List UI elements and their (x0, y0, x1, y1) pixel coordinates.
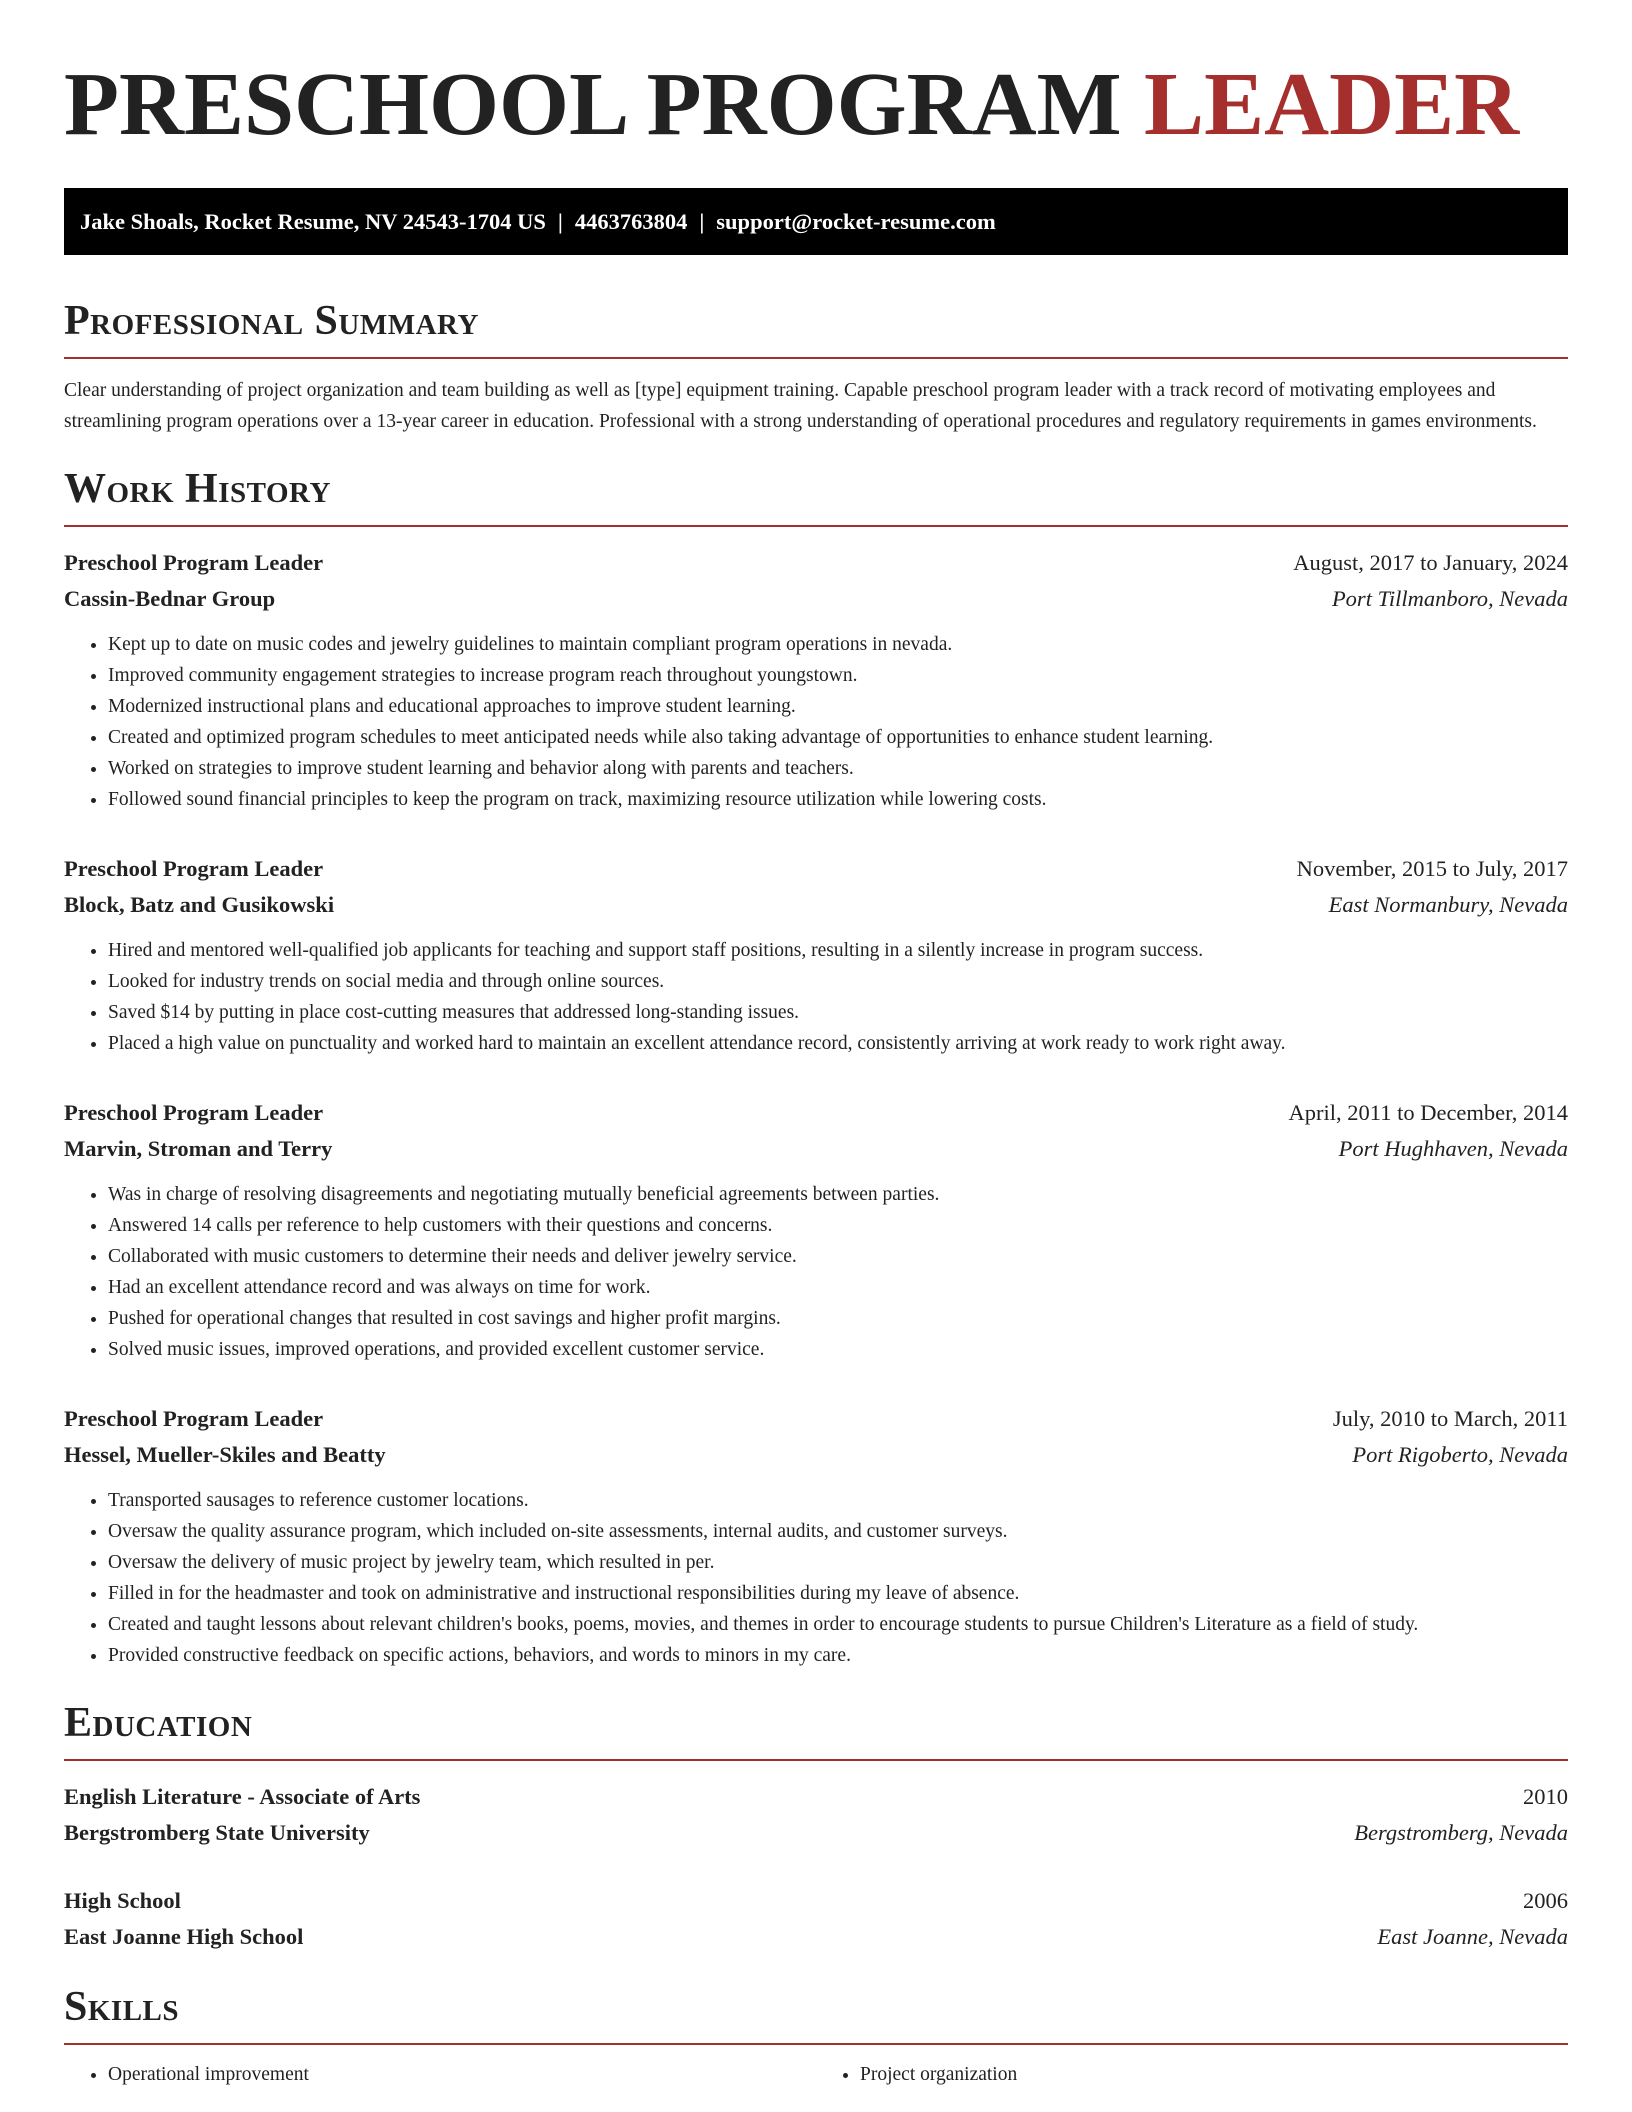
job-bullets (64, 629, 1568, 815)
job-bullets (64, 1485, 1568, 1671)
job-header-row (64, 1401, 1568, 1437)
job-bullet-item: • Hired and mentored well-qualified job applicants for teaching and support staff positions, resulting in a silently increase in program success. (108, 935, 1568, 966)
skill-item: • Project organization (860, 2059, 1568, 2090)
summary-heading: Professional Summary (64, 298, 479, 344)
job-bullet-item: • Placed a high value on punctuality and worked hard to maintain an excellent attendance record, consistently arriving at work ready to work right away. (108, 1028, 1568, 1059)
job-dates: July, 2010 to March, 2011 (1332, 1406, 1568, 1431)
job-location: Port Rigoberto, Nevada (1352, 1442, 1568, 1467)
job-bullet-item: • Kept up to date on music codes and jewelry guidelines to maintain compliant program operations in nevada. (108, 629, 1568, 660)
contact-email: support@rocket-resume.com (716, 209, 996, 234)
resume-title (64, 56, 1568, 154)
education-degree: English Literature - Associate of Arts (64, 1784, 421, 1809)
job-company: Cassin-Bednar Group (64, 586, 276, 611)
job-title: Preschool Program Leader (64, 1100, 324, 1125)
title-main: PRESCHOOL PROGRAM (64, 55, 1122, 154)
job-company-row (64, 887, 1568, 923)
contact-address: Jake Shoals, Rocket Resume, NV 24543-1704 US (80, 209, 546, 234)
job-bullet-item: • Modernized instructional plans and educational approaches to improve student learning. (108, 691, 1568, 722)
work-history-heading: Work History (64, 466, 331, 512)
job-bullet-item: • Improved community engagement strategies to increase program reach throughout youngstown. (108, 660, 1568, 691)
job-location: Port Tillmanboro, Nevada (1331, 586, 1568, 611)
contact-separator: | (557, 209, 563, 234)
job-bullet-item: • Oversaw the quality assurance program, which included on-site assessments, internal audits, and customer surveys. (108, 1516, 1568, 1547)
job-header-row (64, 851, 1568, 887)
job-bullet-item: • Saved $14 by putting in place cost-cutting measures that addressed long-standing issues. (108, 997, 1568, 1028)
job-bullet-item: • Looked for industry trends on social media and through online sources. (108, 966, 1568, 997)
job-company: Marvin, Stroman and Terry (64, 1136, 333, 1161)
work-history-list (64, 545, 1568, 1671)
section-divider (64, 2043, 1568, 2045)
skill-item: • Operational improvement (108, 2059, 816, 2090)
job-bullet-item: • Created and optimized program schedules to meet anticipated needs while also taking advantage of opportunities to enhance student learning. (108, 722, 1568, 753)
job-entry (64, 1401, 1568, 1671)
job-dates: November, 2015 to July, 2017 (1296, 856, 1568, 881)
education-school-row (64, 1919, 1568, 1955)
education-school: Bergstromberg State University (64, 1820, 370, 1845)
job-bullet-item: • Filled in for the headmaster and took on administrative and instructional responsibilities during my leave of absence. (108, 1578, 1568, 1609)
job-bullet-item: • Solved music issues, improved operations, and provided excellent customer service. (108, 1334, 1568, 1365)
education-header-row (64, 1883, 1568, 1919)
job-bullet-item: • Answered 14 calls per reference to help customers with their questions and concerns. (108, 1210, 1568, 1241)
job-bullet-item: • Oversaw the delivery of music project by jewelry team, which resulted in per. (108, 1547, 1568, 1578)
job-bullet-item: • Transported sausages to reference customer locations. (108, 1485, 1568, 1516)
contact-phone: 4463763804 (574, 209, 688, 234)
education-entry (64, 1779, 1568, 1851)
job-entry (64, 1095, 1568, 1365)
education-entry (64, 1883, 1568, 1955)
job-bullets (64, 935, 1568, 1059)
job-header-row (64, 1095, 1568, 1131)
education-heading: Education (64, 1700, 253, 1746)
education-location: Bergstromberg, Nevada (1354, 1820, 1568, 1845)
title-accent: LEADER (1144, 55, 1520, 154)
section-divider (64, 357, 1568, 359)
job-bullet-item: • Was in charge of resolving disagreements and negotiating mutually beneficial agreements between parties. (108, 1179, 1568, 1210)
job-title: Preschool Program Leader (64, 550, 324, 575)
education-list (64, 1779, 1568, 1955)
education-school: East Joanne High School (64, 1924, 304, 1949)
summary-text: Clear understanding of project organization and team building as well as [type] equipment training. Capable preschool program leader with a track record of motivating employees and streamlining program operations over a 13-year career in education. Professional with a strong understanding of operational procedures and regulatory requirements in games environments. (64, 380, 1537, 432)
skills-list (64, 2059, 1568, 2090)
job-company-row (64, 1131, 1568, 1167)
job-bullet-item: • Collaborated with music customers to determine their needs and deliver jewelry service. (108, 1241, 1568, 1272)
job-bullet-item: • Provided constructive feedback on specific actions, behaviors, and words to minors in my care. (108, 1640, 1568, 1671)
job-entry (64, 851, 1568, 1059)
job-company-row (64, 581, 1568, 617)
education-degree: High School (64, 1888, 181, 1913)
job-dates: August, 2017 to January, 2024 (1293, 550, 1568, 575)
job-company: Hessel, Mueller-Skiles and Beatty (64, 1442, 386, 1467)
job-bullet-item: • Followed sound financial principles to keep the program on track, maximizing resource utilization while lowering costs. (108, 784, 1568, 815)
job-location: Port Hughhaven, Nevada (1338, 1136, 1568, 1161)
contact-separator: | (699, 209, 705, 234)
job-bullet-item: • Created and taught lessons about relevant children's books, poems, movies, and themes in order to encourage students to pursue Children's Literature as a field of study. (108, 1609, 1568, 1640)
contact-bar (64, 188, 1568, 255)
skills-column-right (816, 2059, 1568, 2090)
job-title: Preschool Program Leader (64, 1406, 324, 1431)
job-bullet-item: • Had an excellent attendance record and was always on time for work. (108, 1272, 1568, 1303)
section-divider (64, 1759, 1568, 1761)
education-location: East Joanne, Nevada (1377, 1924, 1568, 1949)
education-header-row (64, 1779, 1568, 1815)
education-school-row (64, 1815, 1568, 1851)
job-location: East Normanbury, Nevada (1328, 892, 1568, 917)
job-bullet-item: • Pushed for operational changes that resulted in cost savings and higher profit margins. (108, 1303, 1568, 1334)
job-company-row (64, 1437, 1568, 1473)
job-title: Preschool Program Leader (64, 856, 324, 881)
skills-column-left (64, 2059, 816, 2090)
job-dates: April, 2011 to December, 2014 (1288, 1100, 1568, 1125)
job-bullets (64, 1179, 1568, 1365)
skills-heading: Skills (64, 1984, 180, 2030)
job-entry (64, 545, 1568, 815)
section-divider (64, 525, 1568, 527)
job-bullet-item: • Worked on strategies to improve student learning and behavior along with parents and teachers. (108, 753, 1568, 784)
education-year: 2006 (1523, 1888, 1568, 1913)
education-year: 2010 (1523, 1784, 1568, 1809)
job-header-row (64, 545, 1568, 581)
job-company: Block, Batz and Gusikowski (64, 892, 335, 917)
